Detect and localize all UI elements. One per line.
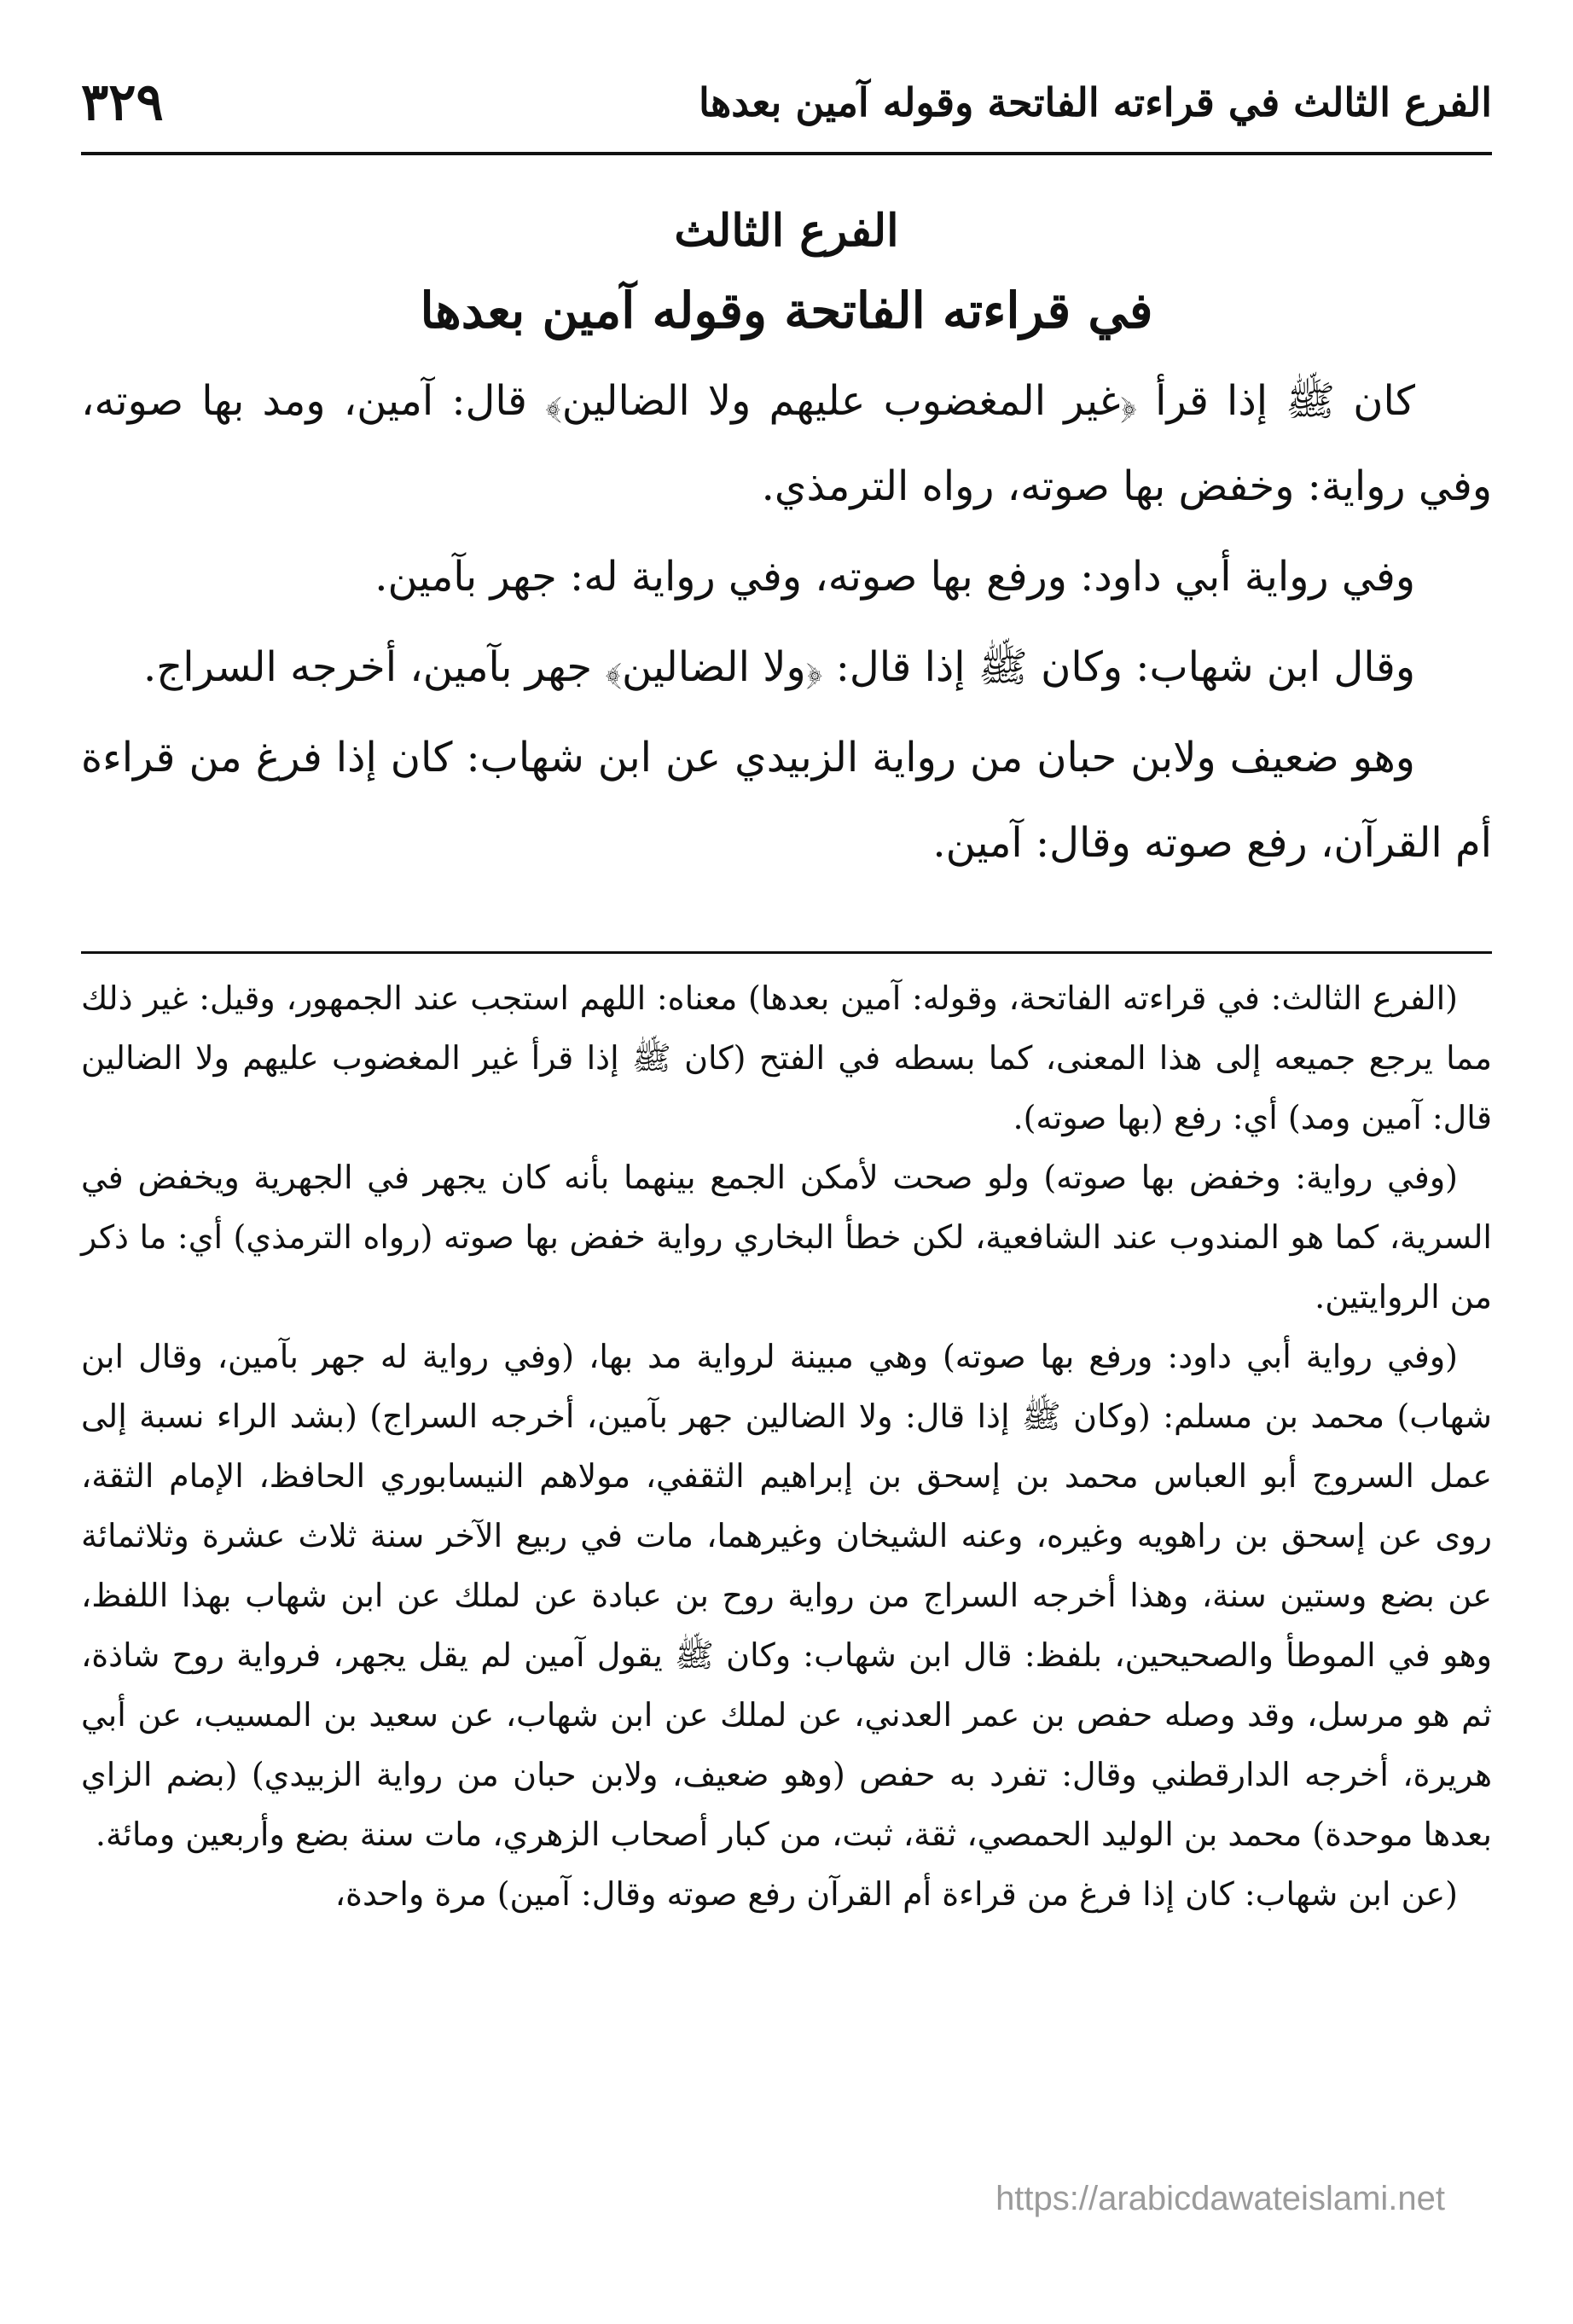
footnote-paragraph: (وفي رواية أبي داود: ورفع بها صوته) وهي مبينة لرواية مد بها، (وفي رواية له جهر بآمين، وقال ابن شهاب) محمد بن مسلم: (وكان ﷺ إذا قال: ولا الضالين جهر بآمين، أخرجه السراج) (بشد الراء نسبة إلى عمل السروج أبو العباس محمد بن إسحق بن إبراهيم الثقفي، مولاهم النيسابوري الحافظ، الإمام الثقة، روى عن إسحق بن راهويه وغيره، وعنه الشيخان وغيرهما، مات في ربيع الآخر سنة ثلاث عشرة وثلاثمائة عن بضع وستين سنة، وهذا أخرجه السراج من رواية روح بن عبادة عن لملك عن ابن شهاب بهذا اللفظ، وهو في الموطأ والصحيحين، بلفظ: قال ابن شهاب: وكان ﷺ يقول آمين لم يقل يجهر، فرواية روح شاذة، ثم هو مرسل، وقد وصله حفص بن عمر العدني، عن لملك عن ابن شهاب، عن سعيد بن المسيب، عن أبي هريرة، أخرجه الدارقطني وقال: تفرد به حفص (وهو ضعيف، ولابن حبان من رواية الزبيدي) (بضم الزاي بعدها موحدة) محمد بن الوليد الحمصي، ثقة، ثبت، من كبار أصحاب الزهري، مات سنة بضع وأربعين ومائة. <box>81 1338 1492 1853</box>
footnote-paragraph: (عن ابن شهاب: كان إذا فرغ من قراءة أم القرآن رفع صوته وقال: آمين) مرة واحدة، <box>334 1875 1458 1913</box>
footnote-paragraph: (وفي رواية: وخفض بها صوته) ولو صحت لأمكن الجمع بينهما بأنه كان يجهر في الجهرية ويخفض في السرية، كما هو المندوب عند الشافعية، لكن خطأ البخاري رواية خفض بها صوته (رواه الترمذي) أي: ما ذكر من الروايتين. <box>81 1159 1492 1316</box>
section-subtitle: في قراءته الفاتحة وقوله آمين بعدها <box>420 282 1153 340</box>
section-title: الفرع الثالث <box>674 205 899 257</box>
main-text <box>81 358 1492 886</box>
footnotes <box>81 968 1492 1924</box>
footnote-divider <box>81 951 1492 954</box>
page-number: ٣٢٩ <box>81 73 164 132</box>
header-divider <box>81 152 1492 155</box>
watermark-url: https://arabicdawateislami.net <box>995 2180 1445 2217</box>
footnote-paragraph: (الفرع الثالث: في قراءته الفاتحة، وقوله: آمين بعدها) معناه: اللهم استجب عند الجمهور، وقيل: غير ذلك مما يرجع جميعه إلى هذا المعنى، كما بسطه في الفتح (كان ﷺ إذا قرأ غير المغضوب عليهم ولا الضالين قال: آمين ومد) أي: رفع (بها صوته). <box>81 979 1492 1136</box>
running-title: الفرع الثالث في قراءته الفاتحة وقوله آمين بعدها <box>698 79 1492 125</box>
main-paragraph: وفي رواية أبي داود: ورفع بها صوته، وفي رواية له: جهر بآمين. <box>374 553 1415 601</box>
main-paragraph: كان ﷺ إذا قرأ ﴿غير المغضوب عليهم ولا الضالين﴾ قال: آمين، ومد بها صوته، وفي رواية: وخفض بها صوته، رواه الترمذي. <box>81 377 1492 510</box>
main-paragraph: وقال ابن شهاب: وكان ﷺ إذا قال: ﴿ولا الضالين﴾ جهر بآمين، أخرجه السراج. <box>143 643 1415 691</box>
main-paragraph: وهو ضعيف ولابن حبان من رواية الزبيدي عن ابن شهاب: كان إذا فرغ من قراءة أم القرآن، رفع صوته وقال: آمين. <box>81 734 1492 867</box>
running-header <box>81 73 1492 141</box>
